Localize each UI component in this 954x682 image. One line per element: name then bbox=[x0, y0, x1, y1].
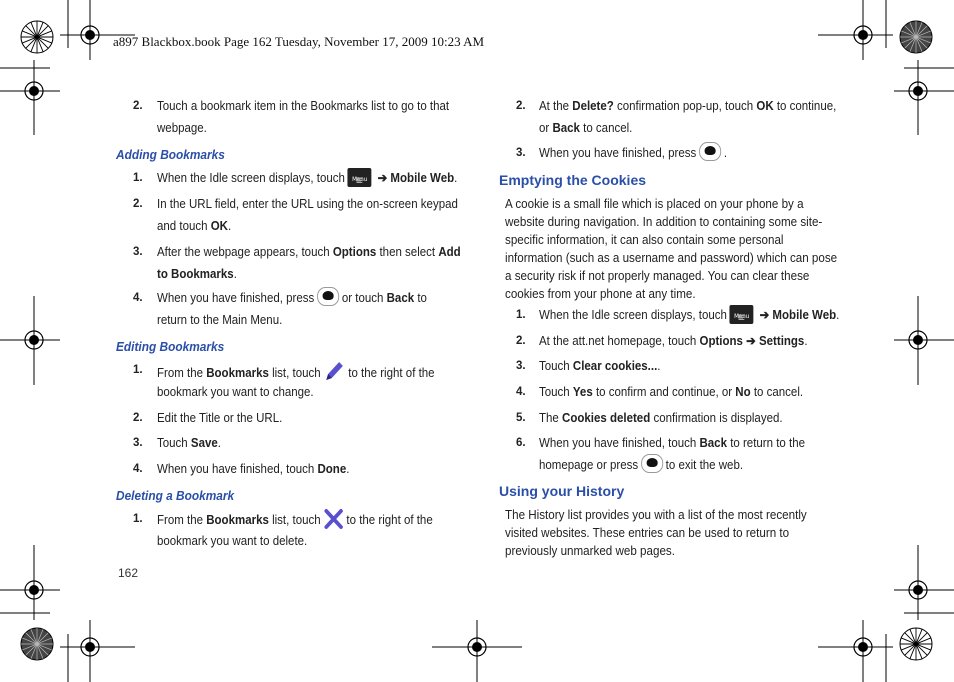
section-heading-history: Using your History bbox=[499, 483, 625, 499]
step-text: webpage. bbox=[157, 121, 207, 135]
step-text: From the Bookmarks list, touch to the right of the bbox=[157, 508, 433, 531]
print-header: a897 Blackbox.book Page 162 Tuesday, November 17, 2009 10:23 AM bbox=[113, 34, 485, 49]
step-text: and touch OK. bbox=[157, 219, 232, 233]
step-text: Touch Save. bbox=[157, 436, 221, 450]
step-text: When you have finished, press . bbox=[539, 142, 727, 164]
step-text: When the Idle screen displays, touchMenu ➔ Mobile Web. bbox=[539, 304, 839, 326]
step-number: 4. bbox=[133, 463, 143, 475]
page-number: 162 bbox=[118, 566, 139, 580]
step-number: 4. bbox=[516, 386, 526, 398]
end-key-icon bbox=[317, 287, 339, 306]
step-number: 2. bbox=[133, 412, 143, 424]
x-delete-icon bbox=[323, 508, 343, 530]
step-text: bookmark you want to delete. bbox=[157, 534, 308, 548]
step-text: homepage or press to exit the web. bbox=[539, 454, 743, 476]
end-key-icon bbox=[699, 142, 721, 161]
step-text: When you have finished, press or touch Back to bbox=[157, 287, 427, 309]
step-number: 1. bbox=[133, 172, 143, 184]
section-heading-cookies: Emptying the Cookies bbox=[499, 172, 647, 188]
step-text: At the att.net homepage, touch Options ➔ Settings. bbox=[539, 334, 808, 348]
step-text: Touch Yes to confirm and continue, or No to cancel. bbox=[539, 385, 804, 399]
subheading-editing-bookmarks: Editing Bookmarks bbox=[116, 340, 225, 354]
menu-icon bbox=[348, 168, 372, 187]
step-text: After the webpage appears, touch Options then select Add bbox=[157, 245, 461, 259]
step-number: 1. bbox=[516, 309, 526, 321]
history-paragraph: The History list provides you with a list of the most recently visited websites. These entries can be used to return to previously unmarked web pages. bbox=[505, 508, 807, 558]
step-number: 3. bbox=[133, 437, 143, 449]
step-number: 6. bbox=[516, 437, 526, 449]
step-text: When you have finished, touch Done. bbox=[157, 462, 350, 476]
step-text: to Bookmarks. bbox=[157, 267, 237, 281]
step-text: Touch Clear cookies.... bbox=[539, 359, 661, 373]
subheading-adding-bookmarks: Adding Bookmarks bbox=[116, 148, 225, 162]
end-key-icon bbox=[641, 454, 663, 473]
subheading-deleting-bookmark: Deleting a Bookmark bbox=[116, 489, 235, 503]
step-text: return to the Main Menu. bbox=[157, 313, 283, 327]
step-text: When you have finished, touch Back to return to the bbox=[539, 436, 805, 450]
step-text: or Back to cancel. bbox=[539, 121, 633, 135]
step-number: 4. bbox=[133, 292, 143, 304]
step-number: 3. bbox=[516, 147, 526, 159]
step-number: 2. bbox=[516, 335, 526, 347]
step-text: At the Delete? confirmation pop-up, touch OK to continue, bbox=[539, 99, 837, 113]
pencil-icon bbox=[323, 359, 345, 383]
step-number: 2. bbox=[133, 198, 143, 210]
step-text: The Cookies deleted confirmation is displayed. bbox=[539, 411, 783, 425]
step-text: bookmark you want to change. bbox=[157, 385, 314, 399]
step-number: 3. bbox=[516, 360, 526, 372]
step-number: 1. bbox=[133, 364, 143, 376]
step-text: Touch a bookmark item in the Bookmarks list to go to that bbox=[157, 99, 450, 113]
step-text: When the Idle screen displays, touchMenu ➔ Mobile Web. bbox=[157, 167, 457, 189]
step-number: 1. bbox=[133, 513, 143, 525]
menu-icon bbox=[730, 305, 754, 324]
step-number: 3. bbox=[133, 246, 143, 258]
step-number: 5. bbox=[516, 412, 526, 424]
step-number: 2. bbox=[516, 100, 526, 112]
step-number: 2. bbox=[133, 100, 143, 112]
cookies-paragraph: A cookie is a small file which is placed on your phone by a website during navigation. In addition to containing some site- specific information, it can also contain some personal information (such as a username and password) which can pose a security risk if not properly managed. You can clear these cookies from your phone at any time. bbox=[505, 197, 838, 301]
step-text: In the URL field, enter the URL using the on-screen keypad bbox=[157, 197, 458, 211]
step-text: From the Bookmarks list, touch to the right of the bbox=[157, 359, 435, 384]
step-text: Edit the Title or the URL. bbox=[157, 411, 283, 425]
